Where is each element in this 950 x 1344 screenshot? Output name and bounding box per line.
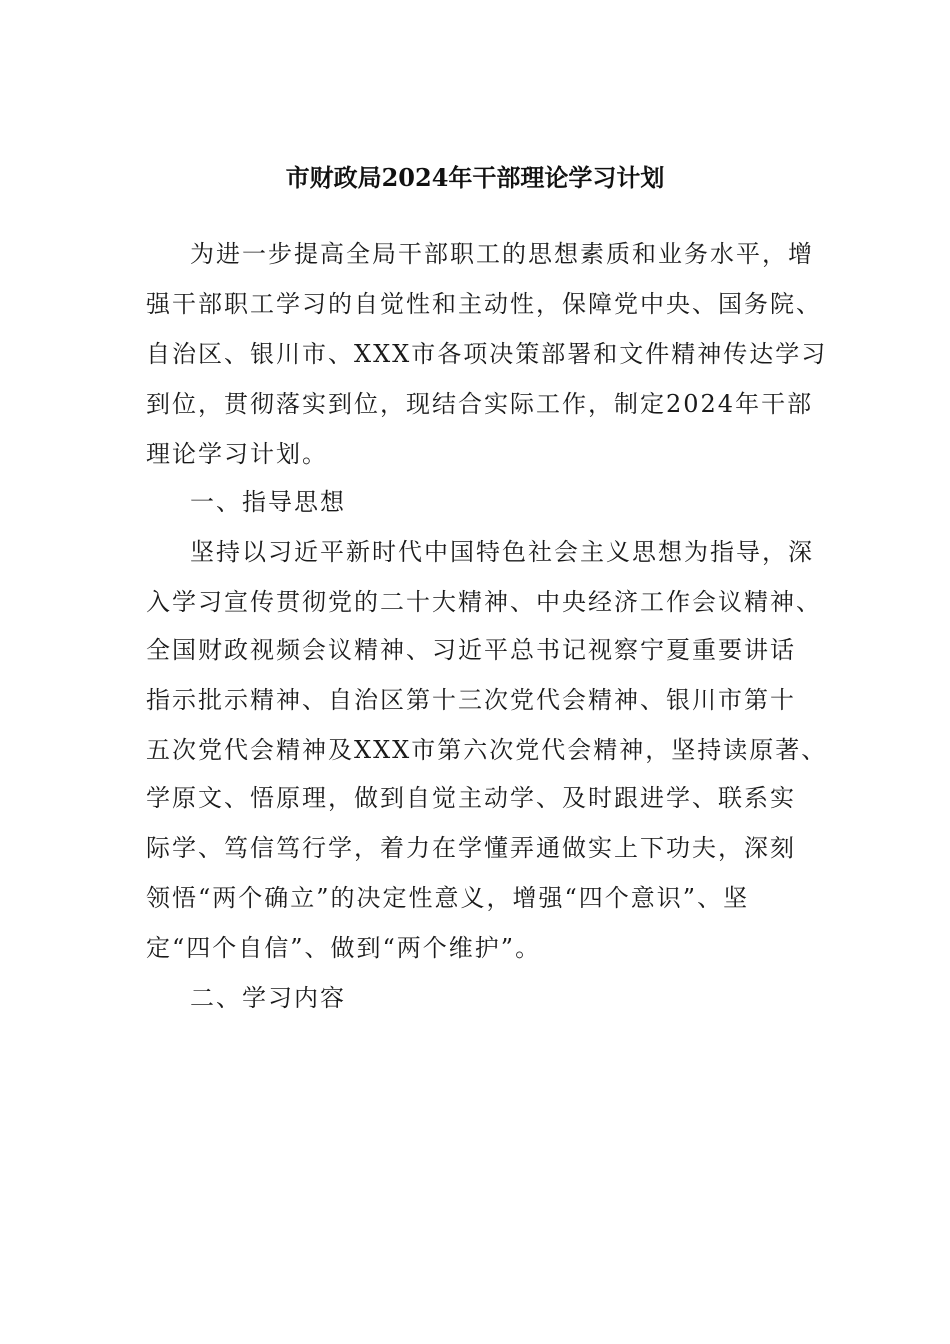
document-title: 市财政局2024年干部理论学习计划: [285, 163, 665, 192]
section-1-line-8: 领悟“两个确立”的决定性意义，增强“四个意识”、坚: [146, 884, 750, 912]
section-2-heading: 二、学习内容: [190, 984, 346, 1012]
section-1-line-2: 入学习宣传贯彻党的二十大精神、中央经济工作会议精神、: [146, 588, 822, 616]
intro-line-5: 理论学习计划。: [146, 440, 328, 468]
section-1-line-4: 指示批示精神、自治区第十三次党代会精神、银川市第十: [146, 686, 796, 714]
section-1-line-1: 坚持以习近平新时代中国特色社会主义思想为指导，深: [190, 538, 814, 566]
intro-line-1: 为进一步提高全局干部职工的思想素质和业务水平，增: [190, 240, 814, 268]
section-1-line-7: 际学、笃信笃行学，着力在学懂弄通做实上下功夫，深刻: [146, 834, 796, 862]
section-1-line-6: 学原文、悟原理，做到自觉主动学、及时跟进学、联系实: [146, 784, 796, 812]
intro-line-3: 自治区、银川市、XXX市各项决策部署和文件精神传达学习: [146, 340, 828, 368]
section-1-line-5: 五次党代会精神及XXX市第六次党代会精神，坚持读原著、: [146, 736, 828, 764]
intro-line-4: 到位，贯彻落实到位，现结合实际工作，制定2024年干部: [146, 390, 814, 418]
section-1-heading: 一、指导思想: [190, 488, 346, 516]
intro-line-2: 强干部职工学习的自觉性和主动性，保障党中央、国务院、: [146, 290, 822, 318]
section-1-line-3: 全国财政视频会议精神、习近平总书记视察宁夏重要讲话: [146, 636, 796, 664]
section-1-line-9: 定“四个自信”、做到“两个维护”。: [146, 934, 542, 962]
